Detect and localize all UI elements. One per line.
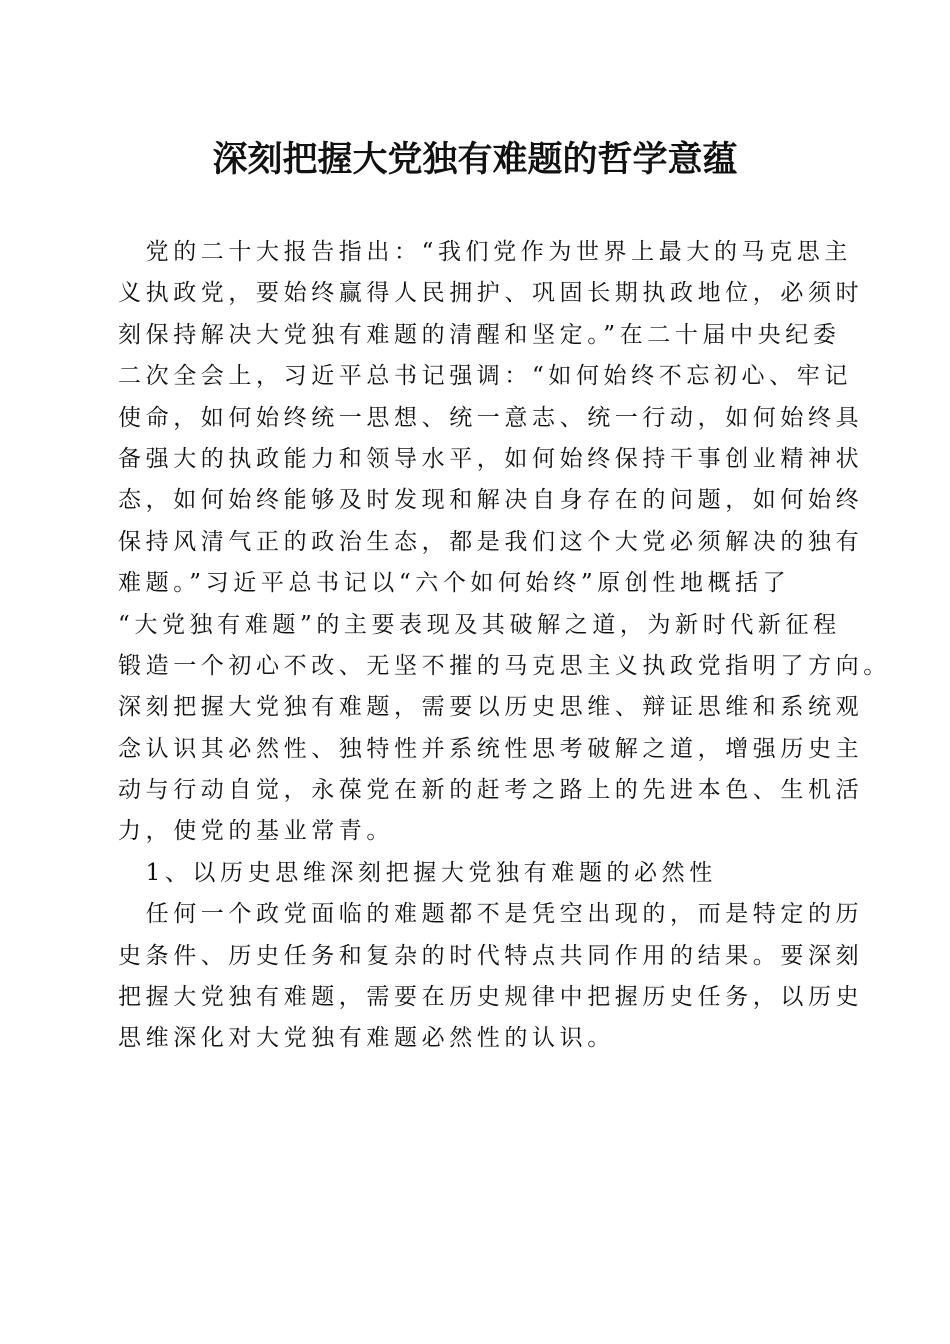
section-heading: 1、以历史思维深刻把握大党独有难题的必然性 — [118, 859, 717, 886]
text-line: 党的二十大报告指出：“我们党作为世界上最大的马克思主 — [118, 239, 852, 265]
text-line: 难题。”习近平总书记以“六个如何始终”原创性地概括了 — [118, 570, 791, 597]
text-line: 保持风清气正的政治生态，都是我们这个大党必须解决的独有 — [118, 528, 864, 555]
document-body — [118, 232, 891, 1060]
text-line: 态，如何始终能够及时发现和解决自身存在的问题，如何始终 — [118, 487, 864, 514]
text-line: 任何一个政党面临的难题都不是凭空出现的，而是特定的历 — [118, 901, 864, 928]
text-line: 念认识其必然性、独特性并系统性思考破解之道，增强历史主 — [118, 735, 864, 762]
text-line: 义执政党，要始终赢得人民拥护、巩固长期执政地位，必须时 — [118, 280, 864, 307]
text-line: 锻造一个初心不改、无坚不摧的马克思主义执政党指明了方向。 — [118, 652, 891, 679]
text-line: 深刻把握大党独有难题，需要以历史思维、辩证思维和系统观 — [118, 694, 864, 721]
text-line: 思维深化对大党独有难题必然性的认识。 — [118, 1025, 615, 1052]
text-line: 把握大党独有难题，需要在历史规律中把握历史任务，以历史 — [118, 984, 864, 1011]
text-line: 刻保持解决大党独有难题的清醒和坚定。”在二十届中央纪委 — [118, 321, 841, 348]
document-title: 深刻把握大党独有难题的哲学意蕴 — [212, 139, 738, 180]
text-line: 力，使党的基业常青。 — [118, 818, 394, 845]
text-line: 二次全会上，习近平总书记强调：“如何始终不忘初心、牢记 — [118, 363, 852, 390]
text-line: 动与行动自觉，永葆党在新的赶考之路上的先进本色、生机活 — [118, 777, 864, 804]
text-line: “大党独有难题”的主要表现及其破解之道，为新时代新征程 — [118, 611, 841, 638]
text-line: 使命，如何始终统一思想、统一意志、统一行动，如何始终具 — [118, 404, 864, 431]
text-line: 备强大的执政能力和领导水平，如何始终保持干事创业精神状 — [118, 445, 864, 472]
text-line: 史条件、历史任务和复杂的时代特点共同作用的结果。要深刻 — [118, 942, 864, 969]
